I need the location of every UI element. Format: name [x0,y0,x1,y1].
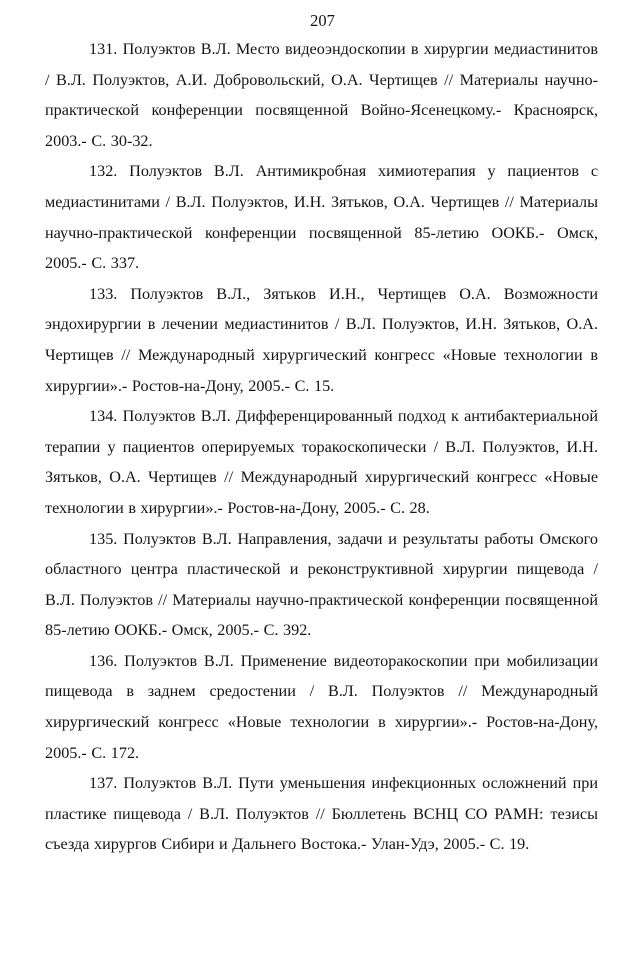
page-number: 207 [310,11,335,30]
reference-item: 135. Полуэктов В.Л. Направления, задачи и результаты работы Омского областного центра пластической и реконструктивной хирургии пищевода / В.Л. Полуэктов // Материалы научно-практической конференции посвященной 85-летию ООКБ.- Омск, 2005.- С. 392. [45,529,598,640]
reference-item: 136. Полуэктов В.Л. Применение видеоторакоскопии при мобилизации пищевода в заднем средостении / В.Л. Полуэктов // Международный хирургический конгресс «Новые технологии в хирургии».- Ростов-на-Дону, 2005.- С. 172. [45,651,598,762]
reference-item: 132. Полуэктов В.Л. Антимикробная химиотерапия у пациентов с медиастинитами / В.Л. Полуэктов, И.Н. Зятьков, О.А. Чертищев // Материалы научно-практической конференции посвященной 85-летию ООКБ.- Омск, 2005.- С. 337. [45,162,598,273]
reference-item: 137. Полуэктов В.Л. Пути уменьшения инфекционных осложнений при пластике пищевода / В.Л. Полуэктов // Бюллетень ВСНЦ СО РАМН: тезисы съезда хирургов Сибири и Дальнего Востока.- Улан-Удэ, 2005.- С. 19. [45,774,598,854]
reference-item: 131. Полуэктов В.Л. Место видеоэндоскопии в хирургии медиастинитов / В.Л. Полуэктов, А.И. Добровольский, О.А. Чертищев // Материалы научно-практической конференции посвященной Войно-Ясенецкому.- Красноярск, 2003.- С. 30-32. [45,40,598,150]
reference-item: 133. Полуэктов В.Л., Зятьков И.Н., Чертищев О.А. Возможности эндохирургии в лечении медиастинитов / В.Л. Полуэктов, И.Н. Зятьков, О.А. Чертищев // Международный хирургический конгресс «Новые технологии в хирургии».- Ростов-на-Дону, 2005.- С. 15. [45,284,598,395]
reference-item: 134. Полуэктов В.Л. Дифференцированный подход к антибактериальной терапии у пациентов оперируемых торакоскопически / В.Л. Полуэктов, И.Н. Зятьков, О.А. Чертищев // Международный хирургический конгресс «Новые технологии в хирургии».- Ростов-на-Дону, 2005.- С. 28. [45,407,598,517]
reference-list [45,34,598,860]
